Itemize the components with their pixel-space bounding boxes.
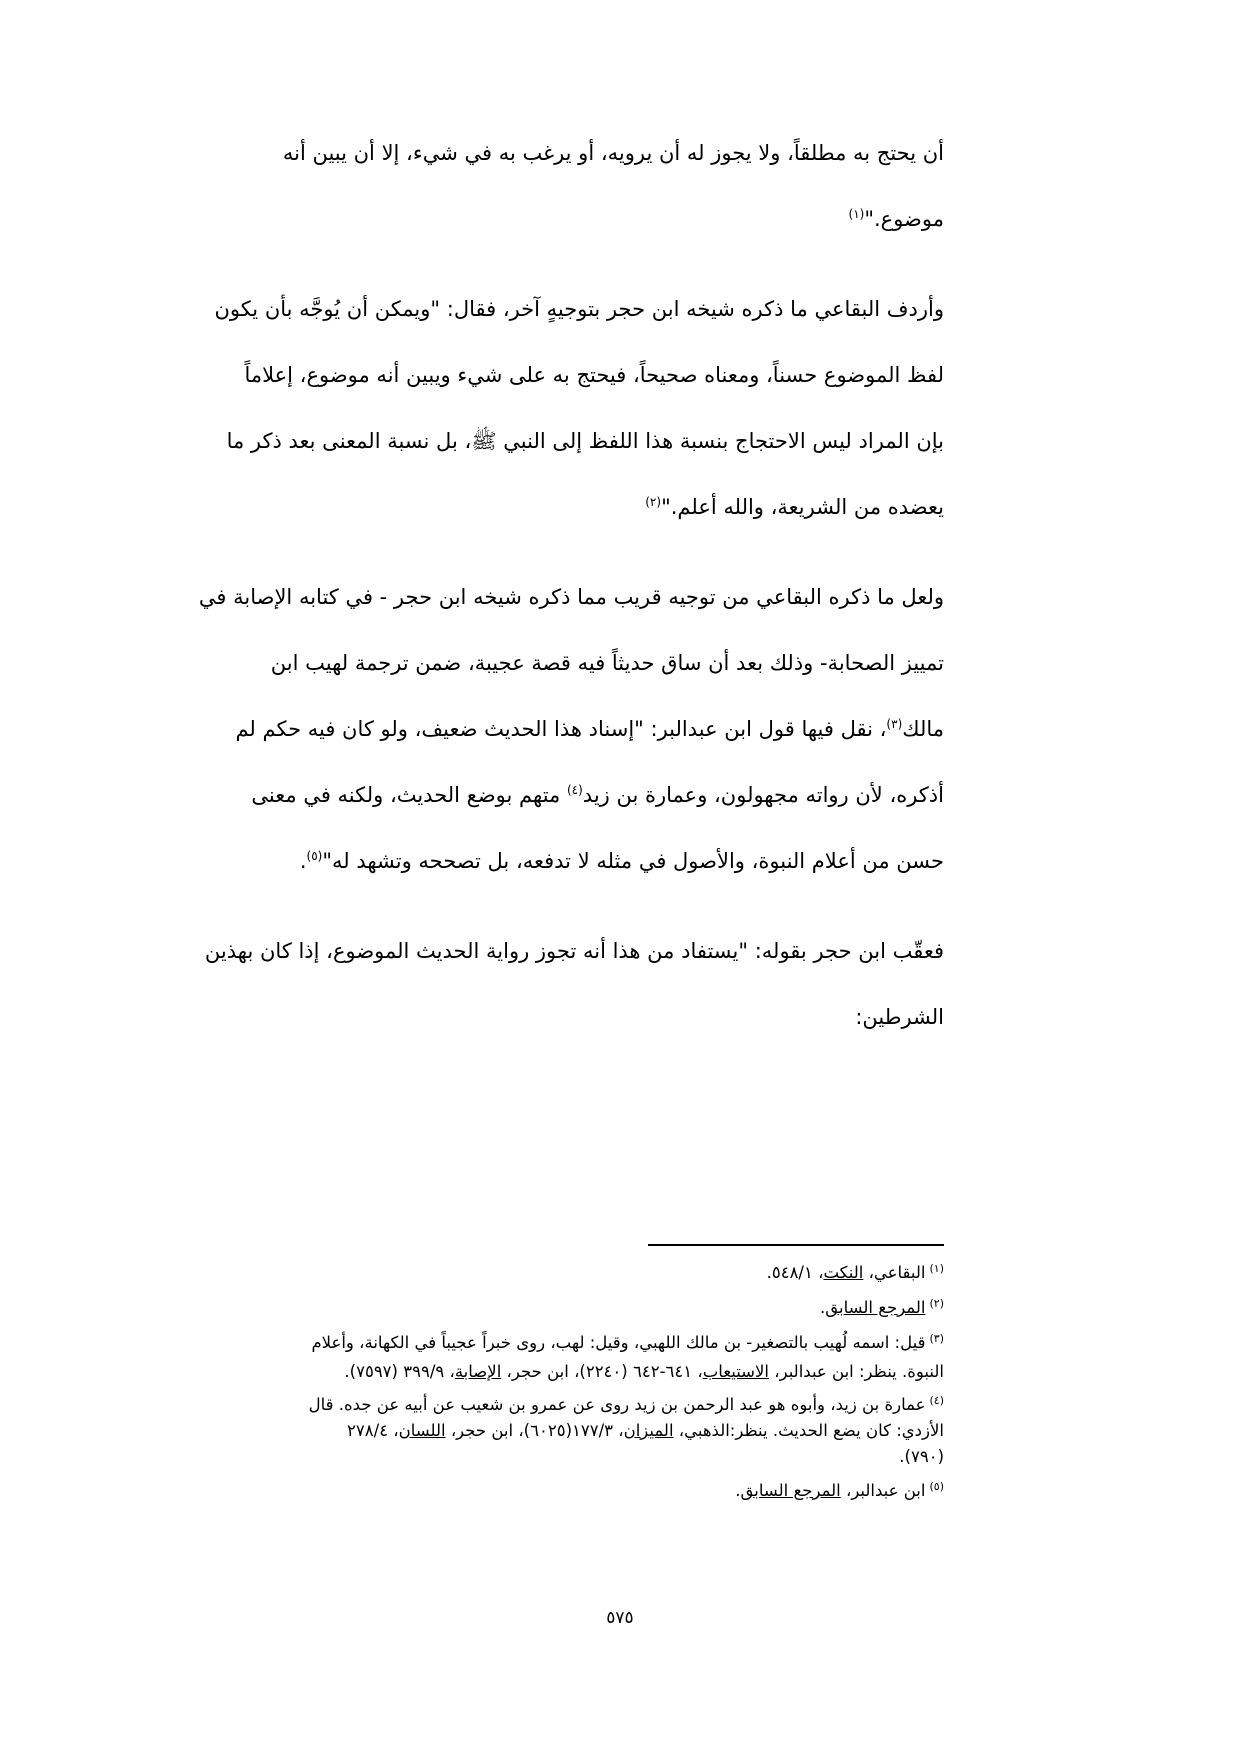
paragraph-1 (148, 120, 944, 252)
text-run: ، نقل فيها قول ابن عبدالبر: "إسناد هذا الحديث ضعيف، ولو كان فيه حكم لم (235, 717, 887, 741)
text-run: ، ٥٤٨/١. (766, 1263, 824, 1282)
text-line (148, 696, 944, 762)
footnote-number: (٥) (929, 1479, 944, 1493)
footnote-4 (148, 1392, 944, 1470)
text-run: تمييز الصحابة- وذلك بعد أن ساق حديثاً فيه قصة عجيبة، ضمن ترجمة لهيب ابن (270, 651, 944, 675)
text-run: ابن عبدالبر، (840, 1481, 926, 1500)
paragraph-3 (148, 564, 944, 894)
footnote-2 (148, 1293, 944, 1322)
text-run: ، ١٧٧/٣(٦٠٢٥)، ابن حجر، (445, 1421, 624, 1440)
page-number: ٥٧٥ (606, 1608, 634, 1628)
book-title: الإصابة (454, 1362, 502, 1381)
footnote-separator (648, 1244, 944, 1246)
text-line (148, 1444, 944, 1470)
text-run: مالك (902, 717, 944, 741)
text-line (148, 984, 944, 1050)
footnote-number: (١) (929, 1261, 944, 1275)
text-line (148, 1418, 944, 1444)
text-run: . (735, 1481, 741, 1500)
text-line (148, 918, 944, 984)
text-line (148, 630, 944, 696)
text-line (148, 1328, 944, 1357)
footnote-ref-4[interactable]: (٤) (566, 783, 583, 797)
text-line (148, 276, 944, 342)
text-run: قيل: اسمه لُهيب بالتصغير- بن مالك اللهبي، وقيل: لهب، روى خبراً عجيباً في الكهانة، وأعلام (311, 1333, 926, 1352)
footnote-ref-2[interactable]: (٢) (645, 495, 662, 509)
footnote-ref-5[interactable]: (٥) (306, 849, 323, 863)
text-line (148, 828, 944, 894)
text-run: . (820, 1298, 826, 1317)
text-line (148, 120, 944, 186)
text-line (148, 1357, 944, 1386)
text-run: ولعل ما ذكره البقاعي من توجيه قريب مما ذكره شيخه ابن حجر - في كتابه الإصابة في (198, 585, 944, 609)
paragraph-2 (148, 276, 944, 540)
text-run: عمارة بن زيد، وأبوه هو عبد الرحمن بن زيد روى عن عمرو بن شعيب عن أبيه عن جده. قال (308, 1395, 926, 1414)
text-line (148, 342, 944, 408)
text-run: متهم بوضع الحديث، ولكنه في معنى (251, 783, 567, 807)
text-line (148, 564, 944, 630)
footnote-number: (٢) (929, 1296, 944, 1310)
main-text (148, 120, 944, 1074)
text-line (148, 474, 944, 540)
text-run: الأزدي: كان يضع الحديث. ينظر:الذهبي، (673, 1421, 944, 1440)
footnotes (148, 1258, 944, 1511)
book-title: الميزان (623, 1421, 674, 1440)
footnote-5 (148, 1476, 944, 1505)
book-title: اللسان (398, 1421, 446, 1440)
text-run: يعضده من الشريعة، والله أعلم." (661, 495, 944, 519)
text-run: الشرطين: (855, 1005, 944, 1029)
footnote-number: (٤) (929, 1393, 944, 1407)
book-title: النكت (823, 1263, 864, 1282)
text-run: ، ٣٩٩/٩ (٧٥٩٧). (344, 1362, 455, 1381)
text-run: أن يحتج به مطلقاً، ولا يجوز له أن يرويه، أو يرغب به في شيء، إلا أن يبين أنه (282, 141, 944, 165)
text-run: لفظ الموضوع حسناً، ومعناه صحيحاً، فيحتج به على شيء ويبين أنه موضوع، إعلاماً (244, 363, 944, 387)
footnote-number: (٣) (929, 1331, 944, 1345)
text-run: حسن من أعلام النبوة، والأصول في مثله لا تدفعه، بل تصححه وتشهد له" (322, 849, 944, 873)
footnote-1 (148, 1258, 944, 1287)
text-run: بإن المراد ليس الاحتجاج بنسبة هذا اللفظ إلى النبي ﷺ، بل نسبة المعنى بعد ذكر ما (226, 429, 944, 453)
footnote-3 (148, 1328, 944, 1386)
text-run: . (299, 849, 307, 873)
text-run: النبوة. ينظر: ابن عبدالبر، (769, 1362, 944, 1381)
text-run: ، ٦٤١-٦٤٢ (٢٢٤٠)، ابن حجر، (501, 1362, 703, 1381)
text-line (148, 186, 944, 252)
text-run: وأردف البقاعي ما ذكره شيخه ابن حجر بتوجيهٍ آخر، فقال: "ويمكن أن يُوجَّه بأن يكون (214, 297, 944, 321)
text-line (148, 408, 944, 474)
text-line (148, 1392, 944, 1418)
book-title: المرجع السابق (825, 1298, 926, 1317)
text-run: ، ٢٧٨/٤ (347, 1421, 399, 1440)
text-run: موضوع." (864, 207, 944, 231)
paragraph-4 (148, 918, 944, 1050)
footnote-ref-1[interactable]: (١) (848, 207, 865, 221)
book-title: الاستيعاب (702, 1362, 770, 1381)
footnote-ref-3[interactable]: (٣) (886, 717, 903, 731)
text-run: (٧٩٠). (899, 1447, 944, 1466)
text-line (148, 762, 944, 828)
text-run: فعقّب ابن حجر بقوله: "يستفاد من هذا أنه تجوز رواية الحديث الموضوع، إذا كان بهذين (204, 939, 944, 963)
book-title: المرجع السابق (740, 1481, 841, 1500)
text-run: البقاعي، (863, 1263, 926, 1282)
text-run: أذكره، لأن رواته مجهولون، وعمارة بن زيد (582, 783, 944, 807)
